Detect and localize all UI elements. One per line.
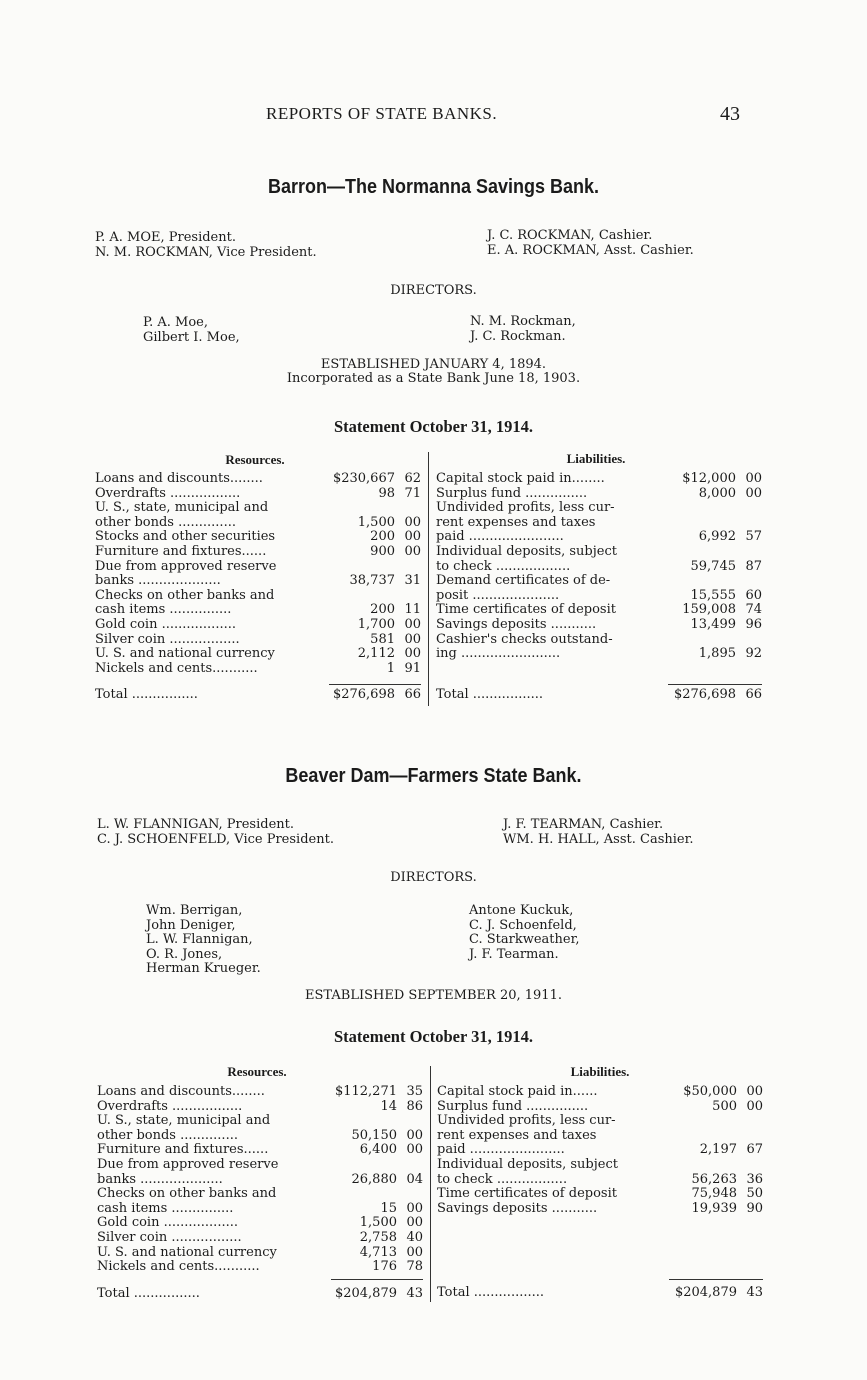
row-label: Overdrafts ................. bbox=[97, 1099, 243, 1114]
row-dollars bbox=[672, 516, 736, 531]
table-row bbox=[436, 574, 762, 589]
table-row bbox=[97, 1202, 423, 1217]
total-cents: 43 bbox=[406, 1285, 423, 1301]
row-cents bbox=[737, 1129, 763, 1144]
row-dollars: 19,939 bbox=[691, 1200, 737, 1216]
table-row bbox=[437, 1143, 763, 1158]
row-cents: 00 bbox=[745, 471, 762, 486]
row-dollars: 15,555 bbox=[690, 587, 736, 603]
row-cents: 00 bbox=[406, 1200, 423, 1216]
table-row bbox=[97, 1129, 423, 1144]
table-row bbox=[97, 1173, 423, 1188]
table-row bbox=[95, 633, 421, 648]
row-dollars: 56,263 bbox=[691, 1171, 737, 1187]
table-row bbox=[436, 633, 762, 648]
row-label: rent expenses and taxes bbox=[437, 1128, 597, 1143]
row-dollars bbox=[672, 633, 736, 648]
table-row bbox=[436, 603, 762, 618]
row-label: Capital stock paid in...... bbox=[437, 1085, 598, 1099]
bank-title: Beaver Dam—Farmers State Bank. bbox=[285, 765, 582, 787]
row-label: Silver coin ................. bbox=[97, 1230, 242, 1245]
liabilities-total bbox=[437, 1286, 763, 1301]
row-cents: 86 bbox=[406, 1098, 423, 1114]
row-cents: 35 bbox=[406, 1084, 423, 1099]
row-dollars: 500 bbox=[712, 1098, 737, 1114]
row-cents bbox=[395, 501, 421, 516]
officers-right: J. F. TEARMAN, Cashier. WM. H. HALL, Asst. Cashier. bbox=[503, 817, 694, 847]
row-dollars: 200 bbox=[370, 602, 395, 618]
row-cents: 50 bbox=[746, 1186, 763, 1202]
row-dollars bbox=[331, 589, 395, 604]
row-dollars bbox=[331, 501, 395, 516]
page-number: 43 bbox=[720, 103, 740, 125]
row-cents bbox=[397, 1187, 423, 1202]
row-cents: 00 bbox=[404, 514, 421, 530]
row-dollars: 176 bbox=[372, 1259, 397, 1275]
liabilities-heading: Liabilities. bbox=[570, 1064, 630, 1079]
row-dollars: 1,895 bbox=[698, 646, 736, 662]
row-label: Furniture and fixtures...... bbox=[95, 544, 267, 559]
table-row bbox=[436, 501, 762, 516]
row-dollars bbox=[672, 501, 736, 516]
row-cents: 00 bbox=[406, 1244, 423, 1260]
row-label: Savings deposits ........... bbox=[436, 617, 597, 632]
row-cents: 00 bbox=[406, 1127, 423, 1143]
row-cents bbox=[397, 1114, 423, 1129]
row-label: Overdrafts ................. bbox=[95, 486, 241, 501]
table-row bbox=[95, 647, 421, 662]
officers-left: L. W. FLANNIGAN, President. C. J. SCHOENFELD, Vice President. bbox=[97, 817, 334, 847]
row-label: paid ....................... bbox=[437, 1143, 565, 1158]
total-dollars: $276,698 bbox=[332, 687, 395, 703]
row-label: Time certificates of deposit bbox=[436, 603, 616, 618]
row-label: Surplus fund ............... bbox=[436, 486, 588, 501]
table-row bbox=[97, 1158, 423, 1173]
table-row bbox=[436, 589, 762, 604]
row-dollars: 14 bbox=[380, 1098, 397, 1114]
table-row bbox=[437, 1085, 763, 1100]
resources-table bbox=[95, 472, 421, 703]
resources-heading: Resources. bbox=[225, 452, 285, 467]
officers-right: J. C. ROCKMAN, Cashier. E. A. ROCKMAN, Asst. Cashier. bbox=[487, 228, 694, 258]
row-cents: 71 bbox=[404, 485, 421, 501]
table-row bbox=[437, 1202, 763, 1217]
row-label: Loans and discounts........ bbox=[97, 1085, 265, 1099]
row-dollars: 159,008 bbox=[682, 602, 736, 618]
row-dollars: 1,500 bbox=[357, 514, 395, 530]
row-label: Gold coin .................. bbox=[95, 617, 236, 632]
table-row bbox=[436, 472, 762, 487]
row-dollars: 26,880 bbox=[351, 1171, 397, 1187]
row-cents bbox=[736, 574, 762, 589]
row-label: Undivided profits, less cur- bbox=[436, 501, 615, 516]
row-dollars: $230,667 bbox=[332, 471, 395, 486]
table-row bbox=[95, 603, 421, 618]
row-dollars bbox=[673, 1129, 737, 1144]
total-dollars: $276,698 bbox=[673, 687, 736, 702]
row-label: Time certificates of deposit bbox=[437, 1187, 617, 1202]
row-cents bbox=[736, 516, 762, 531]
total-label: Total ................. bbox=[437, 1286, 545, 1300]
row-label: Undivided profits, less cur- bbox=[437, 1114, 616, 1129]
table-row bbox=[437, 1158, 763, 1173]
row-cents: 90 bbox=[746, 1200, 763, 1216]
row-label: paid ....................... bbox=[436, 530, 564, 545]
directors-right: Antone Kuckuk, C. J. Schoenfeld, C. Starkweather, J. F. Tearman. bbox=[469, 903, 580, 962]
liabilities-total-row bbox=[437, 1286, 763, 1301]
row-dollars: 6,992 bbox=[698, 529, 736, 545]
table-row bbox=[95, 545, 421, 560]
row-dollars: 59,745 bbox=[690, 558, 736, 574]
row-label: Silver coin ................. bbox=[95, 632, 240, 647]
row-cents: 04 bbox=[406, 1171, 423, 1187]
row-label: Stocks and other securities bbox=[95, 530, 276, 545]
row-label: Nickels and cents........... bbox=[95, 661, 258, 676]
liabilities-total-row bbox=[436, 688, 762, 703]
liabilities-table bbox=[436, 472, 762, 662]
row-dollars: 2,112 bbox=[357, 646, 395, 662]
row-label: Loans and discounts........ bbox=[95, 472, 263, 486]
row-cents bbox=[737, 1114, 763, 1129]
row-cents: 62 bbox=[404, 471, 421, 486]
total-dollars: $204,879 bbox=[334, 1285, 397, 1301]
statement-title: Statement October 31, 1914. bbox=[333, 417, 534, 436]
total-cents: 66 bbox=[745, 687, 762, 702]
officers-left: P. A. MOE, President. N. M. ROCKMAN, Vice President. bbox=[95, 230, 317, 260]
table-row bbox=[436, 530, 762, 545]
row-cents: 31 bbox=[404, 573, 421, 589]
row-label: Checks on other banks and bbox=[95, 588, 275, 603]
row-label: banks .................... bbox=[97, 1172, 223, 1187]
row-dollars bbox=[333, 1187, 397, 1202]
row-label: U. S. and national currency bbox=[95, 647, 275, 662]
row-cents: 00 bbox=[404, 631, 421, 647]
row-cents: 36 bbox=[746, 1171, 763, 1187]
total-cents: 66 bbox=[404, 687, 421, 703]
row-dollars bbox=[673, 1114, 737, 1129]
table-row bbox=[97, 1085, 423, 1100]
table-row bbox=[436, 545, 762, 560]
row-label: U. S. and national currency bbox=[97, 1245, 277, 1260]
row-label: Savings deposits ........... bbox=[437, 1201, 598, 1216]
table-row bbox=[95, 618, 421, 633]
row-cents: 74 bbox=[745, 602, 762, 618]
table-row bbox=[95, 589, 421, 604]
row-cents: 00 bbox=[404, 616, 421, 632]
row-label: Cashier's checks outstand- bbox=[436, 632, 613, 647]
total-label: Total ................. bbox=[436, 688, 544, 702]
row-label: Surplus fund ............... bbox=[437, 1099, 589, 1114]
row-dollars: 15 bbox=[380, 1200, 397, 1216]
row-cents bbox=[736, 633, 762, 648]
incorporated-line: Incorporated as a State Bank June 18, 1903. bbox=[286, 371, 581, 386]
row-label: other bonds .............. bbox=[95, 515, 236, 530]
table-row bbox=[95, 560, 421, 575]
row-label: Demand certificates of de- bbox=[436, 574, 611, 589]
row-label: Due from approved reserve bbox=[95, 559, 277, 574]
row-dollars: 200 bbox=[370, 529, 395, 545]
row-label: Due from approved reserve bbox=[97, 1157, 279, 1172]
row-dollars: $112,271 bbox=[334, 1084, 397, 1099]
table-row bbox=[97, 1260, 423, 1275]
row-cents: 91 bbox=[404, 660, 421, 676]
row-dollars: 8,000 bbox=[698, 485, 736, 501]
row-dollars: 1,500 bbox=[359, 1215, 397, 1231]
table-row bbox=[97, 1231, 423, 1246]
row-cents: 78 bbox=[406, 1259, 423, 1275]
table-row bbox=[437, 1100, 763, 1115]
liabilities-heading: Liabilities. bbox=[566, 451, 626, 466]
table-row bbox=[95, 472, 421, 487]
row-cents: 92 bbox=[745, 646, 762, 662]
row-cents bbox=[395, 589, 421, 604]
statement-title: Statement October 31, 1914. bbox=[333, 1027, 534, 1046]
directors-left: P. A. Moe, Gilbert I. Moe, bbox=[143, 315, 240, 345]
row-cents: 57 bbox=[745, 529, 762, 545]
row-cents bbox=[397, 1158, 423, 1173]
table-row bbox=[436, 647, 762, 662]
row-label: to check ................. bbox=[437, 1172, 568, 1187]
directors-heading: DIRECTORS. bbox=[390, 870, 477, 885]
table-row bbox=[436, 487, 762, 502]
row-label: Nickels and cents........... bbox=[97, 1260, 260, 1275]
row-cents: 87 bbox=[745, 558, 762, 574]
row-label: Gold coin .................. bbox=[97, 1216, 238, 1231]
row-cents: 67 bbox=[746, 1142, 763, 1158]
row-cents bbox=[395, 560, 421, 575]
liabilities-table bbox=[437, 1085, 763, 1216]
table-row bbox=[97, 1246, 423, 1261]
established-line: ESTABLISHED JANUARY 4, 1894. bbox=[320, 357, 547, 372]
directors-right: N. M. Rockman, J. C. Rockman. bbox=[470, 314, 576, 344]
row-label: Individual deposits, subject bbox=[436, 544, 617, 559]
table-row bbox=[436, 560, 762, 575]
row-cents: 00 bbox=[404, 543, 421, 559]
row-dollars: $50,000 bbox=[683, 1084, 737, 1099]
resources-total-row bbox=[97, 1287, 423, 1302]
row-dollars: 98 bbox=[378, 485, 395, 501]
row-dollars: 2,758 bbox=[359, 1229, 397, 1245]
row-dollars: 50,150 bbox=[351, 1127, 397, 1143]
row-label: Individual deposits, subject bbox=[437, 1157, 618, 1172]
row-cents: 60 bbox=[745, 587, 762, 603]
row-dollars bbox=[333, 1114, 397, 1129]
table-row bbox=[437, 1114, 763, 1129]
row-dollars: $12,000 bbox=[682, 471, 736, 486]
running-title: REPORTS OF STATE BANKS. bbox=[266, 104, 498, 123]
row-dollars: 6,400 bbox=[359, 1142, 397, 1158]
row-dollars bbox=[673, 1158, 737, 1173]
resources-table bbox=[97, 1085, 423, 1301]
row-cents: 00 bbox=[746, 1084, 763, 1099]
row-label: to check .................. bbox=[436, 559, 571, 574]
table-row bbox=[95, 530, 421, 545]
row-cents: 96 bbox=[745, 616, 762, 632]
row-dollars: 2,197 bbox=[699, 1142, 737, 1158]
total-label: Total ................ bbox=[97, 1286, 200, 1301]
table-row bbox=[97, 1100, 423, 1115]
row-cents bbox=[736, 501, 762, 516]
liabilities-total bbox=[436, 688, 762, 703]
row-dollars: 1 bbox=[386, 660, 395, 676]
row-dollars: 900 bbox=[370, 543, 395, 559]
directors-heading: DIRECTORS. bbox=[390, 283, 477, 298]
row-dollars bbox=[672, 574, 736, 589]
total-cents: 43 bbox=[746, 1285, 763, 1300]
row-dollars: 4,713 bbox=[359, 1244, 397, 1260]
table-row bbox=[436, 618, 762, 633]
row-cents: 00 bbox=[745, 485, 762, 501]
table-row bbox=[95, 574, 421, 589]
row-label: Furniture and fixtures...... bbox=[97, 1143, 269, 1158]
row-cents: 11 bbox=[404, 602, 421, 618]
table-row bbox=[95, 662, 421, 677]
table-row bbox=[437, 1187, 763, 1202]
row-cents: 00 bbox=[746, 1098, 763, 1114]
row-label: posit ..................... bbox=[436, 588, 560, 603]
row-label: ing ........................ bbox=[436, 647, 561, 662]
row-dollars bbox=[672, 545, 736, 560]
row-dollars: 1,700 bbox=[357, 616, 395, 632]
table-row bbox=[97, 1114, 423, 1129]
row-label: banks .................... bbox=[95, 574, 221, 589]
total-label: Total ................ bbox=[95, 688, 198, 703]
row-label: cash items ............... bbox=[97, 1201, 234, 1216]
row-cents: 00 bbox=[404, 529, 421, 545]
row-cents: 40 bbox=[406, 1229, 423, 1245]
row-cents bbox=[736, 545, 762, 560]
table-row bbox=[437, 1129, 763, 1144]
column-divider bbox=[428, 452, 429, 706]
table-row bbox=[95, 487, 421, 502]
row-dollars: 13,499 bbox=[690, 616, 736, 632]
row-label: other bonds .............. bbox=[97, 1128, 238, 1143]
row-label: U. S., state, municipal and bbox=[97, 1114, 271, 1129]
table-row bbox=[437, 1173, 763, 1188]
table-row bbox=[97, 1216, 423, 1231]
row-label: rent expenses and taxes bbox=[436, 515, 596, 530]
row-dollars: 38,737 bbox=[349, 573, 395, 589]
total-rule bbox=[329, 684, 421, 685]
row-label: cash items ............... bbox=[95, 603, 232, 618]
directors-left: Wm. Berrigan, John Deniger, L. W. Flannigan, O. R. Jones, Herman Krueger. bbox=[146, 903, 261, 976]
row-dollars: 75,948 bbox=[691, 1186, 737, 1202]
row-dollars: 581 bbox=[370, 631, 395, 647]
table-row bbox=[97, 1143, 423, 1158]
row-dollars bbox=[333, 1158, 397, 1173]
column-divider bbox=[430, 1066, 431, 1302]
row-cents: 00 bbox=[406, 1142, 423, 1158]
table-row bbox=[436, 516, 762, 531]
total-rule bbox=[331, 1279, 423, 1280]
total-dollars: $204,879 bbox=[674, 1285, 737, 1300]
row-cents: 00 bbox=[404, 646, 421, 662]
total-rule bbox=[669, 1279, 763, 1280]
row-label: Checks on other banks and bbox=[97, 1187, 277, 1202]
table-row bbox=[95, 501, 421, 516]
table-row bbox=[95, 516, 421, 531]
row-cents: 00 bbox=[406, 1215, 423, 1231]
resources-total-row bbox=[95, 688, 421, 703]
total-rule bbox=[668, 684, 762, 685]
row-label: U. S., state, municipal and bbox=[95, 501, 269, 516]
established-line: ESTABLISHED SEPTEMBER 20, 1911. bbox=[305, 988, 562, 1003]
row-cents bbox=[737, 1158, 763, 1173]
resources-heading: Resources. bbox=[227, 1064, 287, 1079]
table-row bbox=[97, 1187, 423, 1202]
row-dollars bbox=[331, 560, 395, 575]
bank-title: Barron—The Normanna Savings Bank. bbox=[267, 176, 600, 198]
row-label: Capital stock paid in........ bbox=[436, 472, 605, 486]
